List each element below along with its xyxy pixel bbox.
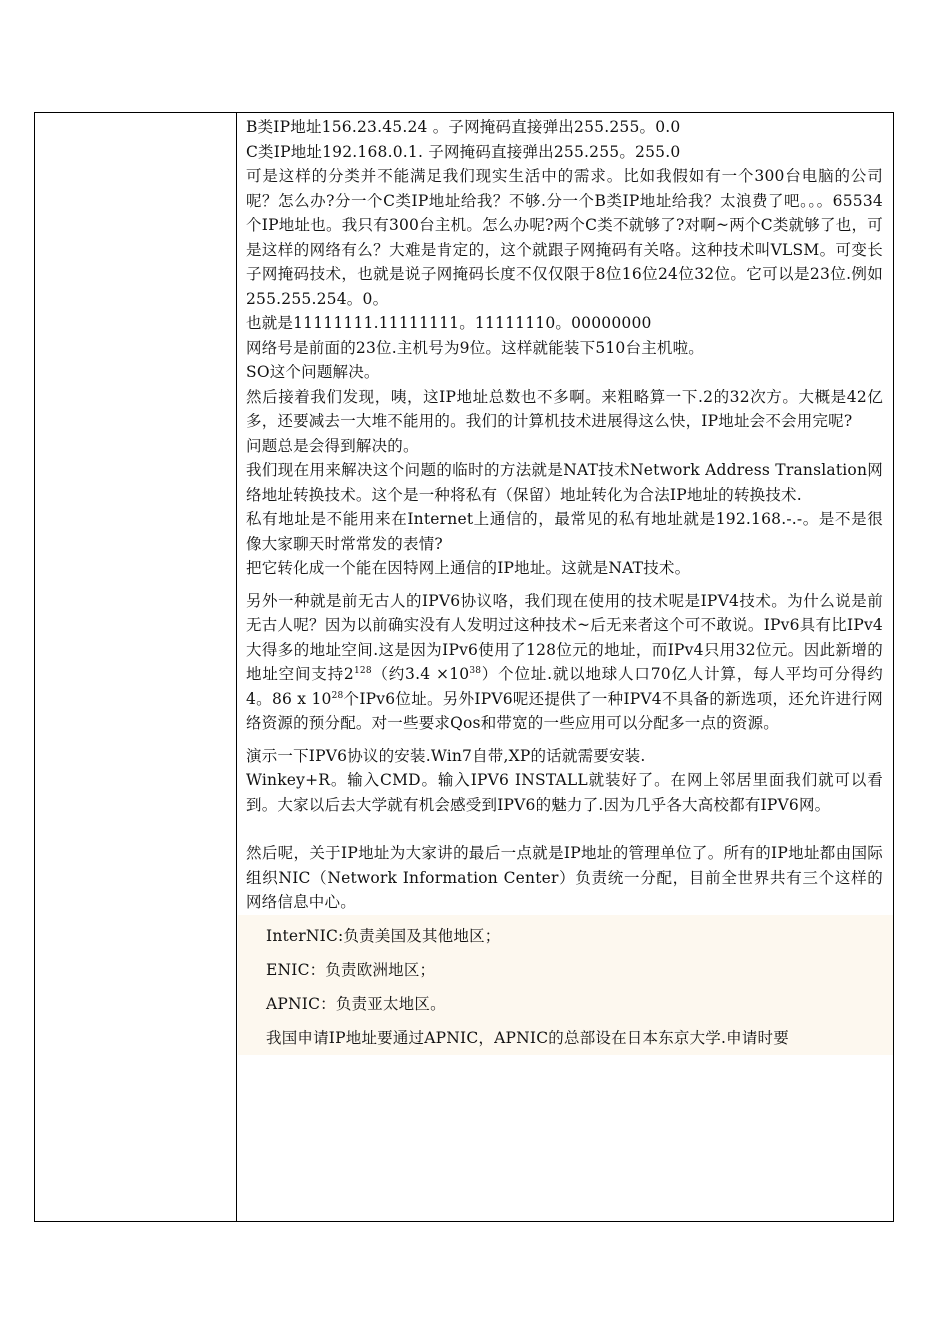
paragraph: C类IP地址192.168.0.1. 子网掩码直接弹出255.255。255.0	[246, 142, 681, 161]
paragraph: B类IP地址156.23.45.24 。子网掩码直接弹出255.255。0.0	[246, 118, 681, 136]
paragraph: 把它转化成一个能在因特网上通信的IP地址。这就是NAT技术。	[246, 559, 691, 577]
list-item: 我国申请IP地址要通过APNIC，APNIC的总部设在日本东京大学.申请时要	[266, 1028, 789, 1047]
nic-list-block	[238, 915, 893, 1055]
table-right-cell	[238, 113, 893, 1221]
paragraph: SO这个问题解决。	[246, 363, 380, 381]
paragraph: 私有地址是不能用来在Internet上通信的，最常见的私有地址就是192.168.-.-。是不是很像大家聊天时常常发的表情?	[246, 510, 883, 553]
paragraph: 问题总是会得到解决的。	[246, 436, 419, 455]
paragraph: 网络号是前面的23位.主机号为9位。这样就能装下510台主机啦。	[246, 338, 704, 357]
content-table	[34, 112, 894, 1222]
paragraph: 演示一下IPV6协议的安装.Win7自带,XP的话就需要安装.	[246, 746, 646, 765]
paragraph-management: 然后呢，关于IP地址为大家讲的最后一点就是IP地址的管理单位了。所有的IP地址都由国际组织NIC（Network Information Center）负责统一分配，目前全世界共有三个这样的网络信息中心。	[246, 844, 883, 911]
table-left-cell	[35, 113, 237, 1221]
paragraph: 然后接着我们发现，咦，这IP地址总数也不多啊。来粗略算一下.2的32次方。大概是42亿多，还要减去一大堆不能用的。我们的计算机技术进展得这么快，IP地址会不会用完呢?	[246, 387, 883, 430]
paragraph: 我们现在用来解决这个问题的临时的方法就是NAT技术Network Address Translation网络地址转换技术。这个是一种将私有（保留）地址转化为合法IP地址的转换技术.	[246, 461, 883, 504]
paragraph: Winkey+R。输入CMD。输入IPV6 INSTALL就装好了。在网上邻居里面我们就可以看到。大家以后去大学就有机会感受到IPV6的魅力了.因为几乎各大高校都有IPV6网。	[246, 771, 883, 814]
list-item: ENIC：负责欧洲地区；	[266, 960, 436, 979]
text-block-demo	[246, 744, 883, 818]
paragraph-ipv6: 另外一种就是前无古人的IPV6协议咯，我们现在使用的技术呢是IPV4技术。为什么说是前无古人呢？因为以前确实没有人发明过这种技术~后无来者这个可不敢说。IPv6具有比IPv4大得多的地址空间.这是因为IPv6使用了128位元的地址，而IPv4只用32位元。因此新增的地址空间支持$2^{128}$（约$3.4 \times 10^{38}$）个位址.就以地球人口70亿人计算，每人平均可分得约4。86 x $10^{28}$个IPv6位址。另外IPV6呢还提供了一种IPV4不具备的新选项，还允许进行网络资源的预分配。对一些要求Qos和带宽的一些应用可以分配多一点的资源。	[246, 591, 883, 732]
list-item: APNIC：负责亚太地区。	[266, 994, 446, 1013]
paragraph: 可是这样的分类并不能满足我们现实生活中的需求。比如我假如有一个300台电脑的公司呢？怎么办?分一个C类IP地址给我？不够.分一个B类IP地址给我？太浪费了吧。。。65534个IP地址也。我只有300台主机。怎么办呢?两个C类不就够了?对啊~两个C类就够了也，可是这样的网络有么？大难是肯定的，这个就跟子网掩码有关咯。这种技术叫VLSM。可变长子网掩码技术，也就是说子网掩码长度不仅仅限于8位16位24位32位。它可以是23位.例如255.255.254。0。	[246, 167, 883, 308]
paragraph: 也就是11111111.11111111。11111110。00000000	[246, 314, 652, 332]
list-item: InterNIC:负责美国及其他地区；	[266, 926, 501, 945]
text-block-subnet	[246, 115, 883, 581]
